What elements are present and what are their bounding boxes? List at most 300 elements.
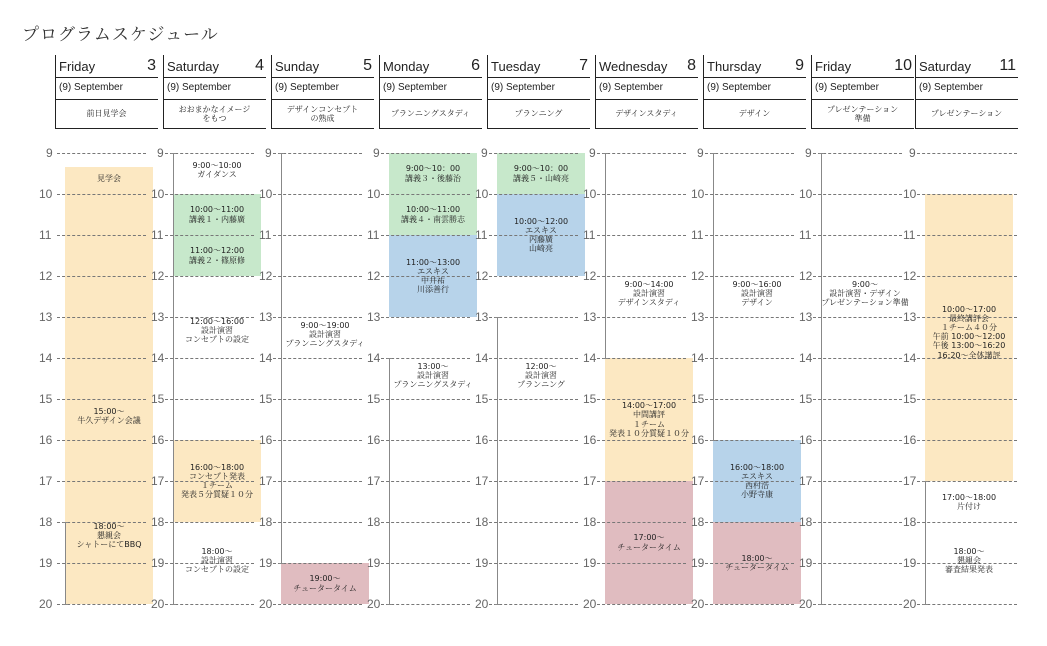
hour-label: 14 bbox=[903, 351, 917, 365]
event-text-block bbox=[59, 522, 159, 550]
time-span-arrow bbox=[387, 358, 392, 359]
hour-gridline bbox=[57, 235, 146, 236]
time-span-arrow bbox=[711, 153, 716, 154]
day-theme bbox=[917, 103, 1016, 125]
header-rule bbox=[487, 128, 590, 129]
time-span-arrow bbox=[279, 563, 284, 564]
hour-label: 10 bbox=[903, 187, 917, 201]
hour-label: 11 bbox=[367, 228, 380, 242]
hour-gridline bbox=[273, 440, 362, 441]
hour-gridline bbox=[597, 235, 686, 236]
event-text: 設計演習 bbox=[741, 289, 773, 299]
hour-gridline bbox=[381, 440, 470, 441]
time-span-arrow bbox=[819, 604, 824, 605]
hour-gridline bbox=[813, 563, 902, 564]
day-number: 3 bbox=[147, 57, 156, 74]
event-text: プレゼンテーション準備 bbox=[821, 298, 909, 308]
month-label: (9) September bbox=[491, 82, 555, 93]
hour-label: 13 bbox=[367, 310, 381, 324]
time-span-arrow bbox=[495, 604, 500, 605]
event-text: 11:00～13:00 bbox=[405, 257, 461, 267]
event-block bbox=[605, 358, 693, 481]
header-rule bbox=[595, 99, 698, 100]
hour-label: 16 bbox=[151, 433, 165, 447]
hour-gridline bbox=[813, 235, 902, 236]
event-text: １チーム４０分 bbox=[941, 323, 997, 333]
hour-label: 18 bbox=[583, 515, 597, 529]
theme-line: プレゼンテーション bbox=[930, 109, 1003, 119]
event-text: コンセプト発表 bbox=[189, 471, 245, 481]
time-span-line bbox=[281, 153, 282, 563]
hour-gridline bbox=[917, 604, 1017, 605]
hour-label: 17 bbox=[39, 474, 53, 488]
hour-gridline bbox=[597, 399, 686, 400]
event-text: 9:00～10：00 bbox=[405, 164, 461, 174]
day-theme bbox=[57, 103, 156, 125]
hour-gridline bbox=[813, 153, 902, 154]
event-text: 12:00～ bbox=[525, 362, 557, 372]
hour-gridline bbox=[273, 563, 362, 564]
header-divider bbox=[55, 55, 56, 129]
day-header-8 bbox=[915, 55, 1018, 129]
hour-label: 15 bbox=[583, 392, 597, 406]
hour-label: 12 bbox=[691, 269, 705, 283]
hour-gridline bbox=[273, 317, 362, 318]
hour-gridline bbox=[813, 358, 902, 359]
hour-label: 15 bbox=[259, 392, 273, 406]
hour-label: 10 bbox=[367, 187, 381, 201]
event-text: プランニング bbox=[517, 380, 565, 390]
event-text: デザインスタディ bbox=[617, 298, 681, 308]
hour-gridline bbox=[165, 481, 254, 482]
hour-gridline bbox=[489, 358, 578, 359]
header-rule bbox=[595, 77, 698, 78]
hour-label: 11 bbox=[903, 228, 916, 242]
event-text-block bbox=[707, 280, 807, 308]
header-divider bbox=[379, 55, 380, 129]
time-span-arrow bbox=[603, 153, 608, 154]
hour-label: 18 bbox=[39, 515, 53, 529]
event-text: 10:00～17:00 bbox=[941, 304, 997, 314]
hour-label: 19 bbox=[475, 556, 489, 570]
day-theme bbox=[273, 103, 372, 125]
hour-label: 12 bbox=[367, 269, 381, 283]
hour-label: 16 bbox=[583, 433, 597, 447]
header-rule bbox=[55, 77, 158, 78]
event-text-block bbox=[383, 362, 483, 390]
event-text-block bbox=[919, 493, 1019, 511]
hour-label: 10 bbox=[39, 187, 53, 201]
hour-gridline bbox=[489, 563, 578, 564]
event-block bbox=[173, 194, 261, 235]
theme-line: をもつ bbox=[202, 114, 227, 123]
hour-gridline bbox=[273, 276, 362, 277]
event-text: エスキス bbox=[525, 225, 557, 235]
event-text: コンセプトの設定 bbox=[185, 564, 249, 574]
time-span-arrow bbox=[387, 604, 392, 605]
hour-gridline bbox=[489, 481, 578, 482]
hour-label: 13 bbox=[583, 310, 597, 324]
event-text-block bbox=[919, 305, 1019, 360]
event-text: 懇親会 bbox=[97, 531, 121, 541]
hour-gridline bbox=[273, 153, 362, 154]
hour-gridline bbox=[489, 194, 578, 195]
day-name: Saturday bbox=[167, 59, 220, 74]
hour-gridline bbox=[597, 563, 686, 564]
month-label: (9) September bbox=[919, 82, 983, 93]
event-text: 講義４・南雲勝志 bbox=[401, 214, 465, 224]
hour-gridline bbox=[381, 563, 470, 564]
hour-gridline bbox=[165, 153, 254, 154]
hour-gridline bbox=[705, 440, 794, 441]
hour-gridline bbox=[705, 563, 794, 564]
event-text: ガイダンス bbox=[197, 170, 237, 180]
event-text: コンセプトの設定 bbox=[185, 335, 249, 345]
event-text: チュータータイム bbox=[725, 563, 789, 572]
hour-gridline bbox=[813, 604, 902, 605]
hour-label: 20 bbox=[39, 597, 53, 611]
hour-gridline bbox=[273, 481, 362, 482]
header-rule bbox=[55, 99, 158, 100]
hour-gridline bbox=[813, 440, 902, 441]
hour-gridline bbox=[273, 399, 362, 400]
hour-gridline bbox=[597, 522, 686, 523]
event-text: 設計演習 bbox=[201, 555, 233, 565]
event-text: 内藤廣 bbox=[528, 235, 553, 244]
theme-line: デザイン bbox=[738, 109, 771, 119]
hour-gridline bbox=[813, 399, 902, 400]
hour-label: 13 bbox=[39, 310, 53, 324]
hour-gridline bbox=[165, 604, 254, 605]
hour-label: 9 bbox=[909, 146, 916, 160]
hour-label: 15 bbox=[475, 392, 489, 406]
time-span-arrow bbox=[279, 153, 284, 154]
hour-label: 10 bbox=[691, 187, 705, 201]
event-text: 発表５分質疑１０分 bbox=[181, 490, 253, 500]
event-text-block bbox=[167, 161, 267, 179]
hour-gridline bbox=[489, 153, 578, 154]
event-text: 講義２・篠原修 bbox=[189, 255, 245, 265]
theme-line: プランニングスタディ bbox=[390, 109, 471, 119]
hour-gridline bbox=[705, 153, 794, 154]
event-text-block bbox=[599, 280, 699, 308]
day-number: 11 bbox=[999, 57, 1016, 74]
hour-gridline bbox=[381, 399, 470, 400]
hour-gridline bbox=[597, 481, 686, 482]
day-theme bbox=[381, 103, 480, 125]
hour-label: 14 bbox=[799, 351, 813, 365]
hour-label: 15 bbox=[367, 392, 381, 406]
day-number: 6 bbox=[471, 57, 480, 74]
hour-label: 14 bbox=[259, 351, 273, 365]
hour-label: 9 bbox=[481, 146, 488, 160]
event-text: １チーム bbox=[633, 419, 665, 429]
hour-label: 17 bbox=[259, 474, 273, 488]
hour-gridline bbox=[165, 358, 254, 359]
event-text: プランニングスタディ bbox=[393, 380, 473, 390]
header-rule bbox=[915, 128, 1018, 129]
hour-gridline bbox=[165, 522, 254, 523]
day-number: 10 bbox=[894, 57, 912, 74]
header-divider bbox=[811, 55, 812, 129]
hour-label: 20 bbox=[799, 597, 813, 611]
day-header-6 bbox=[703, 55, 806, 129]
header-rule bbox=[163, 77, 266, 78]
day-number: 5 bbox=[363, 57, 372, 74]
event-text: エスキス bbox=[417, 266, 449, 276]
event-text: 牛久デザイン会議 bbox=[77, 416, 141, 426]
hour-gridline bbox=[57, 358, 146, 359]
header-divider bbox=[915, 55, 916, 129]
event-text-block bbox=[167, 547, 267, 575]
hour-label: 18 bbox=[259, 515, 273, 529]
hour-label: 16 bbox=[475, 433, 489, 447]
event-text: チュータータイム bbox=[617, 542, 681, 552]
header-rule bbox=[595, 128, 698, 129]
hour-label: 9 bbox=[805, 146, 812, 160]
hour-gridline bbox=[917, 399, 1017, 400]
hour-gridline bbox=[381, 358, 470, 359]
hour-label: 18 bbox=[475, 515, 489, 529]
day-header-7 bbox=[811, 55, 914, 129]
hour-gridline bbox=[57, 317, 146, 318]
hour-label: 10 bbox=[475, 187, 489, 201]
hour-label: 13 bbox=[903, 310, 917, 324]
hour-gridline bbox=[597, 604, 686, 605]
hour-gridline bbox=[705, 276, 794, 277]
hour-gridline bbox=[917, 276, 1017, 277]
event-block bbox=[605, 481, 693, 604]
time-span-arrow bbox=[923, 604, 928, 605]
hour-gridline bbox=[597, 317, 686, 318]
hour-label: 15 bbox=[151, 392, 165, 406]
event-text: 15:00～ bbox=[93, 407, 125, 417]
event-text: 14:00～17:00 bbox=[621, 401, 677, 411]
hour-gridline bbox=[917, 440, 1017, 441]
hour-label: 11 bbox=[39, 228, 52, 242]
hour-gridline bbox=[489, 522, 578, 523]
day-header-1 bbox=[163, 55, 266, 129]
day-name: Friday bbox=[815, 59, 852, 74]
header-rule bbox=[703, 99, 806, 100]
event-text: １チーム bbox=[201, 481, 233, 490]
hour-label: 14 bbox=[39, 351, 53, 365]
event-text: 19:00～ bbox=[309, 574, 341, 584]
event-text: 設計演習・デザイン bbox=[829, 289, 901, 299]
hour-label: 11 bbox=[691, 228, 704, 242]
time-span-arrow bbox=[711, 440, 716, 441]
hour-label: 13 bbox=[151, 310, 165, 324]
event-text: 発表１０分質疑１０分 bbox=[609, 428, 689, 438]
event-text: 講義５・山崎亮 bbox=[513, 173, 569, 183]
event-text: 中間講評 bbox=[633, 410, 665, 420]
event-text-block bbox=[59, 174, 159, 183]
theme-line: の熟成 bbox=[310, 114, 335, 123]
hour-label: 14 bbox=[691, 351, 705, 365]
event-text: 12:00～16:00 bbox=[189, 317, 245, 326]
day-name: Friday bbox=[59, 59, 96, 74]
hour-label: 16 bbox=[367, 433, 381, 447]
event-text-block bbox=[59, 407, 159, 425]
hour-label: 13 bbox=[691, 310, 705, 324]
hour-label: 18 bbox=[367, 515, 381, 529]
hour-gridline bbox=[57, 194, 146, 195]
event-text: プランニングスタディ bbox=[285, 339, 365, 349]
hour-gridline bbox=[273, 194, 362, 195]
month-label: (9) September bbox=[167, 82, 231, 93]
hour-gridline bbox=[917, 194, 1017, 195]
event-text: 18:00～ bbox=[93, 522, 125, 531]
event-text: 設計演習 bbox=[633, 289, 665, 299]
hour-label: 17 bbox=[903, 474, 917, 488]
hour-label: 11 bbox=[475, 228, 488, 242]
event-text: 懇親会 bbox=[957, 555, 981, 565]
hour-gridline bbox=[273, 358, 362, 359]
hour-label: 17 bbox=[151, 474, 165, 488]
event-text: 西村浩 bbox=[744, 481, 769, 490]
time-span-arrow bbox=[495, 317, 500, 318]
hour-label: 14 bbox=[583, 351, 597, 365]
hour-gridline bbox=[57, 153, 146, 154]
time-span-arrow bbox=[923, 481, 928, 482]
time-span-arrow bbox=[603, 358, 608, 359]
hour-gridline bbox=[705, 317, 794, 318]
header-rule bbox=[811, 99, 914, 100]
header-divider bbox=[163, 55, 164, 129]
time-span-line bbox=[389, 358, 390, 604]
event-text: チュータータイム bbox=[293, 583, 357, 593]
hour-gridline bbox=[273, 522, 362, 523]
hour-label: 15 bbox=[691, 392, 705, 406]
hour-gridline bbox=[489, 440, 578, 441]
event-text: 午後 13:00～16:20 bbox=[932, 341, 1006, 351]
header-rule bbox=[271, 99, 374, 100]
hour-gridline bbox=[489, 235, 578, 236]
hour-label: 19 bbox=[583, 556, 597, 570]
hour-label: 20 bbox=[367, 597, 381, 611]
month-label: (9) September bbox=[815, 82, 879, 93]
hour-gridline bbox=[705, 481, 794, 482]
header-divider bbox=[703, 55, 704, 129]
day-number: 8 bbox=[687, 57, 696, 74]
hour-label: 15 bbox=[799, 392, 813, 406]
day-name: Thursday bbox=[707, 59, 762, 74]
hour-label: 17 bbox=[799, 474, 813, 488]
hour-label: 16 bbox=[799, 433, 813, 447]
month-label: (9) September bbox=[599, 82, 663, 93]
header-rule bbox=[487, 99, 590, 100]
hour-label: 9 bbox=[697, 146, 704, 160]
hour-label: 9 bbox=[265, 146, 272, 160]
hour-label: 18 bbox=[903, 515, 917, 529]
header-divider bbox=[595, 55, 596, 129]
event-text: 11:00～12:00 bbox=[189, 246, 245, 256]
hour-label: 20 bbox=[903, 597, 917, 611]
header-rule bbox=[487, 77, 590, 78]
event-text: 16:20～全体講評 bbox=[937, 350, 1001, 360]
hour-label: 19 bbox=[259, 556, 273, 570]
event-text: 設計演習 bbox=[525, 371, 557, 381]
hour-gridline bbox=[489, 604, 578, 605]
hour-gridline bbox=[165, 235, 254, 236]
hour-label: 20 bbox=[691, 597, 705, 611]
day-header-2 bbox=[271, 55, 374, 129]
hour-gridline bbox=[705, 522, 794, 523]
day-number: 4 bbox=[255, 57, 264, 74]
event-text-block bbox=[815, 280, 915, 308]
hour-label: 12 bbox=[151, 269, 165, 283]
time-span-line bbox=[497, 317, 498, 604]
event-text-block bbox=[275, 321, 375, 349]
event-block bbox=[281, 563, 369, 604]
hour-label: 18 bbox=[691, 515, 705, 529]
hour-gridline bbox=[381, 317, 470, 318]
event-text: 18:00～ bbox=[201, 546, 233, 556]
hour-gridline bbox=[57, 604, 146, 605]
hour-label: 12 bbox=[39, 269, 53, 283]
month-label: (9) September bbox=[275, 82, 339, 93]
hour-label: 17 bbox=[367, 474, 381, 488]
hour-gridline bbox=[165, 276, 254, 277]
hour-label: 19 bbox=[39, 556, 53, 570]
event-text: 18:00～ bbox=[953, 546, 985, 556]
hour-label: 12 bbox=[903, 269, 917, 283]
theme-line: プレゼンテーション bbox=[826, 104, 899, 114]
hour-gridline bbox=[705, 604, 794, 605]
event-text: 小野寺康 bbox=[740, 490, 773, 500]
header-rule bbox=[379, 128, 482, 129]
hour-gridline bbox=[381, 276, 470, 277]
hour-label: 17 bbox=[691, 474, 705, 488]
event-block bbox=[389, 194, 477, 235]
hour-gridline bbox=[705, 194, 794, 195]
event-text-block bbox=[919, 547, 1019, 575]
day-number: 7 bbox=[579, 57, 588, 74]
hour-label: 11 bbox=[151, 228, 164, 242]
event-text: 9:00～14:00 bbox=[624, 280, 674, 290]
hour-label: 10 bbox=[259, 187, 273, 201]
theme-line: プランニング bbox=[514, 109, 563, 119]
hour-gridline bbox=[917, 481, 1017, 482]
month-label: (9) September bbox=[383, 82, 447, 93]
hour-gridline bbox=[813, 276, 902, 277]
hour-label: 10 bbox=[151, 187, 165, 201]
event-text: 16:00～18:00 bbox=[729, 462, 785, 472]
day-name: Wednesday bbox=[599, 59, 668, 74]
hour-label: 19 bbox=[691, 556, 705, 570]
day-theme bbox=[705, 103, 804, 125]
event-text: 午前 10:00～12:00 bbox=[932, 332, 1006, 342]
event-block bbox=[497, 153, 585, 194]
event-text: 講義３・後藤治 bbox=[405, 173, 461, 183]
day-name: Saturday bbox=[919, 59, 972, 74]
hour-gridline bbox=[917, 235, 1017, 236]
time-span-line bbox=[173, 153, 174, 604]
hour-label: 18 bbox=[799, 515, 813, 529]
event-text: 講義１・内藤廣 bbox=[189, 214, 245, 224]
theme-line: デザインコンセプト bbox=[286, 104, 359, 114]
hour-gridline bbox=[381, 522, 470, 523]
event-text: 設計演習 bbox=[417, 371, 449, 381]
event-text: 9:00～ bbox=[852, 280, 878, 290]
month-label: (9) September bbox=[59, 82, 123, 93]
event-text: エスキス bbox=[741, 471, 773, 481]
hour-label: 16 bbox=[39, 433, 53, 447]
header-rule bbox=[55, 128, 158, 129]
hour-gridline bbox=[705, 399, 794, 400]
day-header-3 bbox=[379, 55, 482, 129]
hour-gridline bbox=[813, 194, 902, 195]
